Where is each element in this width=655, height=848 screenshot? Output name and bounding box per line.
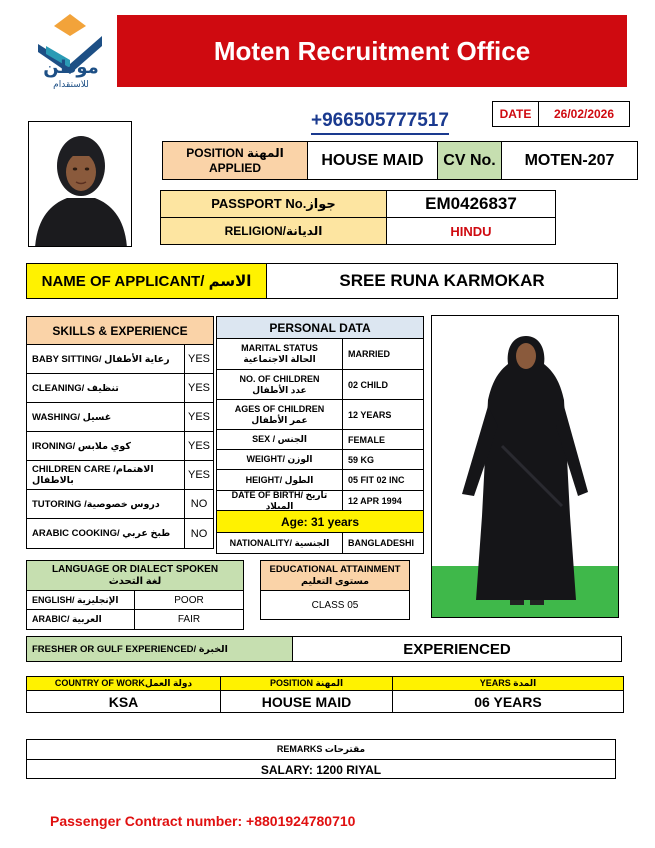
applicant-name-label: NAME OF APPLICANT/ الاسم [27, 264, 267, 298]
experience-row [26, 636, 622, 662]
applicant-portrait-photo [28, 121, 132, 247]
age-value: Age: 31 years [217, 511, 423, 533]
work-history-table [26, 676, 624, 713]
skill-value: YES [187, 440, 210, 452]
table-row [27, 591, 243, 610]
skills-title: SKILLS & EXPERIENCE [27, 317, 213, 345]
work-position-header: POSITION المهنة [221, 677, 393, 690]
table-row [27, 461, 213, 490]
skill-label: BABY SITTING/ رعاية الأطفال [27, 345, 185, 373]
religion-value: HINDU [450, 223, 492, 239]
skill-value: YES [187, 353, 210, 365]
language-value: FAIR [177, 614, 201, 625]
language-table [26, 560, 244, 630]
skill-value: YES [187, 469, 210, 481]
marital-label-ar: الحالة الاجتماعية [243, 354, 316, 364]
skill-value: NO [190, 527, 208, 540]
table-row [27, 432, 213, 461]
remarks-value: SALARY: 1200 RIYAL [260, 762, 382, 777]
logo-subtext: للاستقدام [53, 79, 89, 89]
table-row [27, 345, 213, 374]
passport-label: PASSPORT No.جواز [161, 191, 387, 217]
skill-value: NO [190, 498, 208, 510]
table-row [27, 490, 213, 519]
table-row [217, 533, 423, 553]
cv-number-label: CV No. [438, 142, 502, 179]
phone-number: +966505777517 [311, 110, 449, 135]
children-value: 02 CHILD [348, 379, 389, 390]
table-row [27, 519, 213, 548]
language-title: LANGUAGE OR DIALECT SPOKEN [51, 563, 219, 575]
country-header: COUNTRY OF WORKدولة العمل [27, 677, 221, 690]
experience-label: FRESHER OR GULF EXPERIENCED/ الخبرة [27, 637, 293, 661]
skill-label: TUTORING /دروس خصوصية [27, 490, 185, 518]
marital-label: MARITAL STATUS [241, 343, 318, 353]
height-value: 05 FIT 02 INC [348, 475, 405, 485]
remarks-label: REMARKS مقترحات [27, 740, 615, 760]
ages-label: AGES OF CHILDREN [234, 403, 325, 414]
sex-value: FEMALE [348, 434, 385, 445]
position-label: POSITION المهنة APPLIED [163, 142, 308, 179]
remarks-box [26, 739, 616, 779]
height-label: HEIGHT/ الطول [217, 470, 343, 490]
country-value: KSA [27, 691, 221, 712]
years-value: 06 YEARS [474, 693, 542, 710]
table-row [27, 610, 243, 629]
language-label: ENGLISH/ الإنجليزية [27, 591, 135, 609]
skill-label: WASHING/ غسيل [27, 403, 185, 431]
nationality-label: NATIONALITY/ الجنسية [217, 533, 343, 553]
religion-label: RELIGION/الديانة [161, 218, 387, 244]
education-title: EDUCATIONAL ATTAINMENT [269, 563, 401, 575]
weight-value: 59 KG [348, 454, 375, 465]
table-row [217, 430, 423, 450]
marital-value: MARRIED [348, 349, 390, 359]
work-position-value: HOUSE MAID [221, 691, 393, 712]
table-header [27, 677, 623, 691]
position-value: HOUSE MAID [308, 142, 438, 179]
years-header: YEARS المدة [479, 678, 537, 688]
date-value: 26/02/2026 [553, 107, 615, 121]
table-row [217, 450, 423, 470]
dob-value: 12 APR 1994 [348, 495, 402, 506]
contract-number: Passenger Contract number: +8801924780710 [50, 813, 356, 829]
education-value: CLASS 05 [311, 599, 359, 611]
ages-value: 12 YEARS [348, 409, 392, 420]
table-row [27, 374, 213, 403]
company-logo [30, 12, 110, 92]
table-row [27, 403, 213, 432]
position-row [162, 141, 638, 180]
table-row [217, 370, 423, 400]
language-value: POOR [174, 594, 204, 606]
applicant-full-body-photo [431, 315, 619, 618]
education-title-ar: مستوى التعليم [301, 575, 369, 587]
table-row [217, 339, 423, 370]
applicant-name-row [26, 263, 618, 299]
date-box [492, 101, 630, 127]
children-label-ar: عدد الأطفال [252, 384, 307, 395]
education-box [260, 560, 410, 620]
table-row [217, 400, 423, 430]
children-label: NO. OF CHILDREN [239, 373, 320, 384]
table-row [27, 691, 623, 712]
language-label: ARABIC/ العربية [27, 610, 135, 629]
passport-religion-table [160, 190, 556, 245]
weight-label: WEIGHT/ الوزن [217, 450, 343, 469]
skill-value: YES [187, 382, 210, 394]
skill-label: CHILDREN CARE /الاهتمام بالاطفال [27, 461, 185, 489]
table-row [217, 491, 423, 511]
date-label: DATE [493, 102, 539, 126]
cv-number-value: MOTEN-207 [524, 151, 615, 169]
experience-value: EXPERIENCED [403, 640, 511, 658]
skill-label: ARABIC COOKING/ طبخ عربي [27, 519, 185, 548]
skill-label: CLEANING/ تنظيف [27, 374, 185, 402]
ages-label-ar: عمر الأطفال [251, 414, 308, 425]
dob-label: DATE OF BIRTH/ تاريخ الميلاد [217, 491, 343, 510]
personal-data-title: PERSONAL DATA [217, 317, 423, 339]
nationality-value: BANGLADESHI [348, 538, 415, 548]
table-row [217, 470, 423, 491]
header-title: Moten Recruitment Office [117, 15, 627, 87]
skill-label: IRONING/ كوي ملابس [27, 432, 185, 460]
logo-text: موطن [43, 57, 99, 77]
skills-table [26, 316, 214, 549]
language-title-ar: لغة التحدث [108, 575, 162, 587]
personal-data-table [216, 316, 424, 554]
sex-label: SEX / الجنس [217, 430, 343, 449]
passport-value: EM0426837 [425, 194, 517, 213]
applicant-name-value: SREE RUNA KARMOKAR [339, 271, 545, 290]
skill-value: YES [187, 411, 210, 423]
